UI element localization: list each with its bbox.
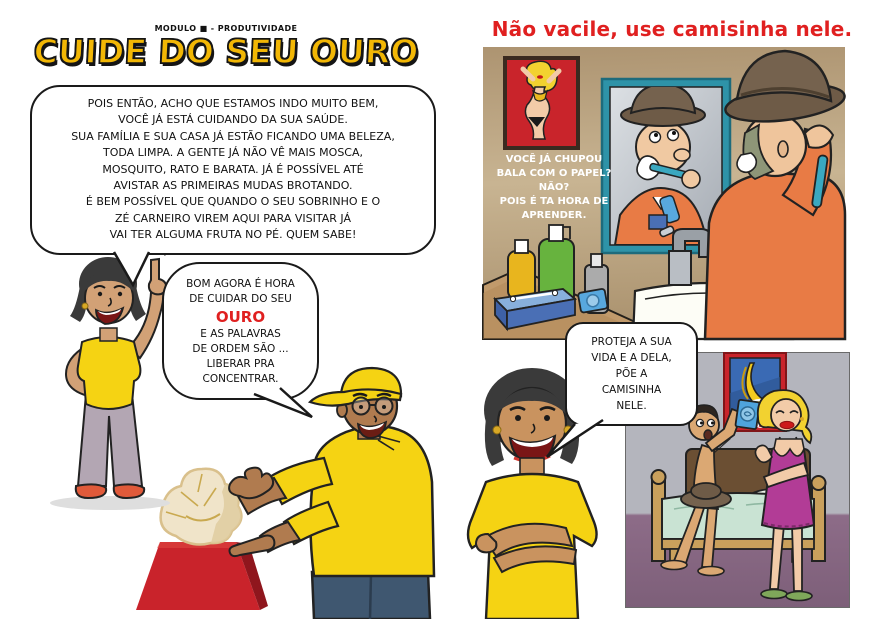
ground-shadow — [50, 496, 170, 510]
yellow-shirt — [78, 337, 141, 409]
bubble-line: CONCENTRAR. — [202, 373, 279, 385]
bubble-line: AVISTAR AS PRIMEIRAS MUDAS BROTANDO. — [113, 179, 353, 193]
leg — [792, 525, 802, 591]
raised-hand — [755, 445, 772, 462]
advice-speech-bubble — [565, 322, 698, 426]
bathroom-caption — [485, 153, 623, 223]
caption-line: NÃO? — [538, 182, 570, 193]
sandal — [761, 590, 787, 599]
condom-packet-hand — [735, 400, 760, 430]
earring — [493, 426, 501, 434]
bubble-line: LIBERAR PRA — [206, 358, 275, 370]
reflected-hand — [682, 170, 700, 188]
earring — [82, 303, 88, 309]
caption-line: POIS É TA HORA DE — [499, 196, 609, 207]
advice-bubble-tail — [543, 419, 607, 461]
earring — [800, 417, 804, 421]
bubble-line: PROTEJA A SUA — [591, 336, 672, 348]
yellow-bottle — [508, 240, 535, 299]
main-bubble-tail — [112, 252, 152, 290]
neck — [100, 328, 117, 341]
ear — [778, 141, 788, 157]
pinup-poster — [505, 58, 578, 148]
big-hat — [723, 51, 846, 127]
bubble-line: VOCÊ JÁ ESTÁ CUIDANDO DA SUA SAÚDE. — [118, 113, 348, 127]
bubble-line: DE CUIDAR DO SEU — [189, 293, 292, 305]
caption-line: BALA COM O PAPEL? — [496, 168, 612, 179]
ouro-highlight: OURO — [215, 308, 266, 326]
bubble-line: DE ORDEM SÃO ... — [192, 343, 289, 355]
bubble-line: VIDA E A DELA, — [591, 352, 672, 364]
faucet — [659, 225, 711, 285]
caption-line: VOCÊ JÁ CHUPOU — [505, 154, 603, 165]
main-speech-bubble — [30, 85, 436, 255]
sleeve-cuff — [649, 215, 667, 229]
shoe — [114, 484, 144, 498]
bubble-line: PÕE A — [615, 368, 648, 380]
open-mouth — [704, 430, 712, 440]
module-label: MODULO ■ - PRODUTIVIDADE — [154, 24, 298, 33]
bubble-line: ZÉ CARNEIRO VIREM AQUI PARA VISITAR JÁ — [115, 211, 351, 225]
shoe — [76, 484, 106, 498]
bubble-line: BOM AGORA É HORA — [186, 278, 295, 290]
orange-shirt-back — [705, 173, 845, 339]
bubble-line: SUA FAMÍLIA E SUA CASA JÁ ESTÃO FICANDO UMA BELEZA, — [71, 129, 395, 143]
sandal — [786, 592, 812, 601]
bubble-line: NELE. — [616, 400, 647, 412]
neck — [520, 458, 544, 474]
foot — [698, 567, 724, 576]
head — [758, 390, 812, 443]
right-page-title: Não vacile, use camisinha nele. — [491, 17, 853, 41]
bubble-line: CAMISINHA — [601, 384, 662, 396]
bubble-line: É BEM POSSÍVEL QUE QUANDO O SEU SOBRINHO E O — [85, 195, 381, 209]
condom-packet-counter — [578, 289, 608, 313]
bubble-line: TODA LIMPA. A GENTE JÁ NÃO VÊ MAIS MOSCA, — [102, 146, 363, 160]
foam — [737, 153, 756, 172]
bubble-line: E AS PALAVRAS — [200, 328, 281, 340]
reflected-nose — [674, 149, 690, 161]
bubble-line: MOSQUITO, RATO E BARATA. JÁ É POSSÍVEL ATÉ — [102, 162, 364, 176]
head — [310, 368, 401, 438]
yellow-polo — [310, 426, 434, 576]
bubble-line: VAI TER ALGUMA FRUTA NO PÉ. QUEM SABE! — [109, 228, 357, 242]
bubble-line: POIS ENTÃO, ACHO QUE ESTAMOS INDO MUITO BEM, — [87, 97, 379, 110]
red-lips — [780, 421, 794, 428]
caption-line: APRENDER. — [521, 210, 587, 221]
ouro-bubble-tail — [250, 387, 320, 421]
foot — [661, 561, 687, 570]
ouro-speech-bubble — [162, 262, 319, 400]
page-title: CUIDE DO SEU OURO — [32, 32, 420, 71]
